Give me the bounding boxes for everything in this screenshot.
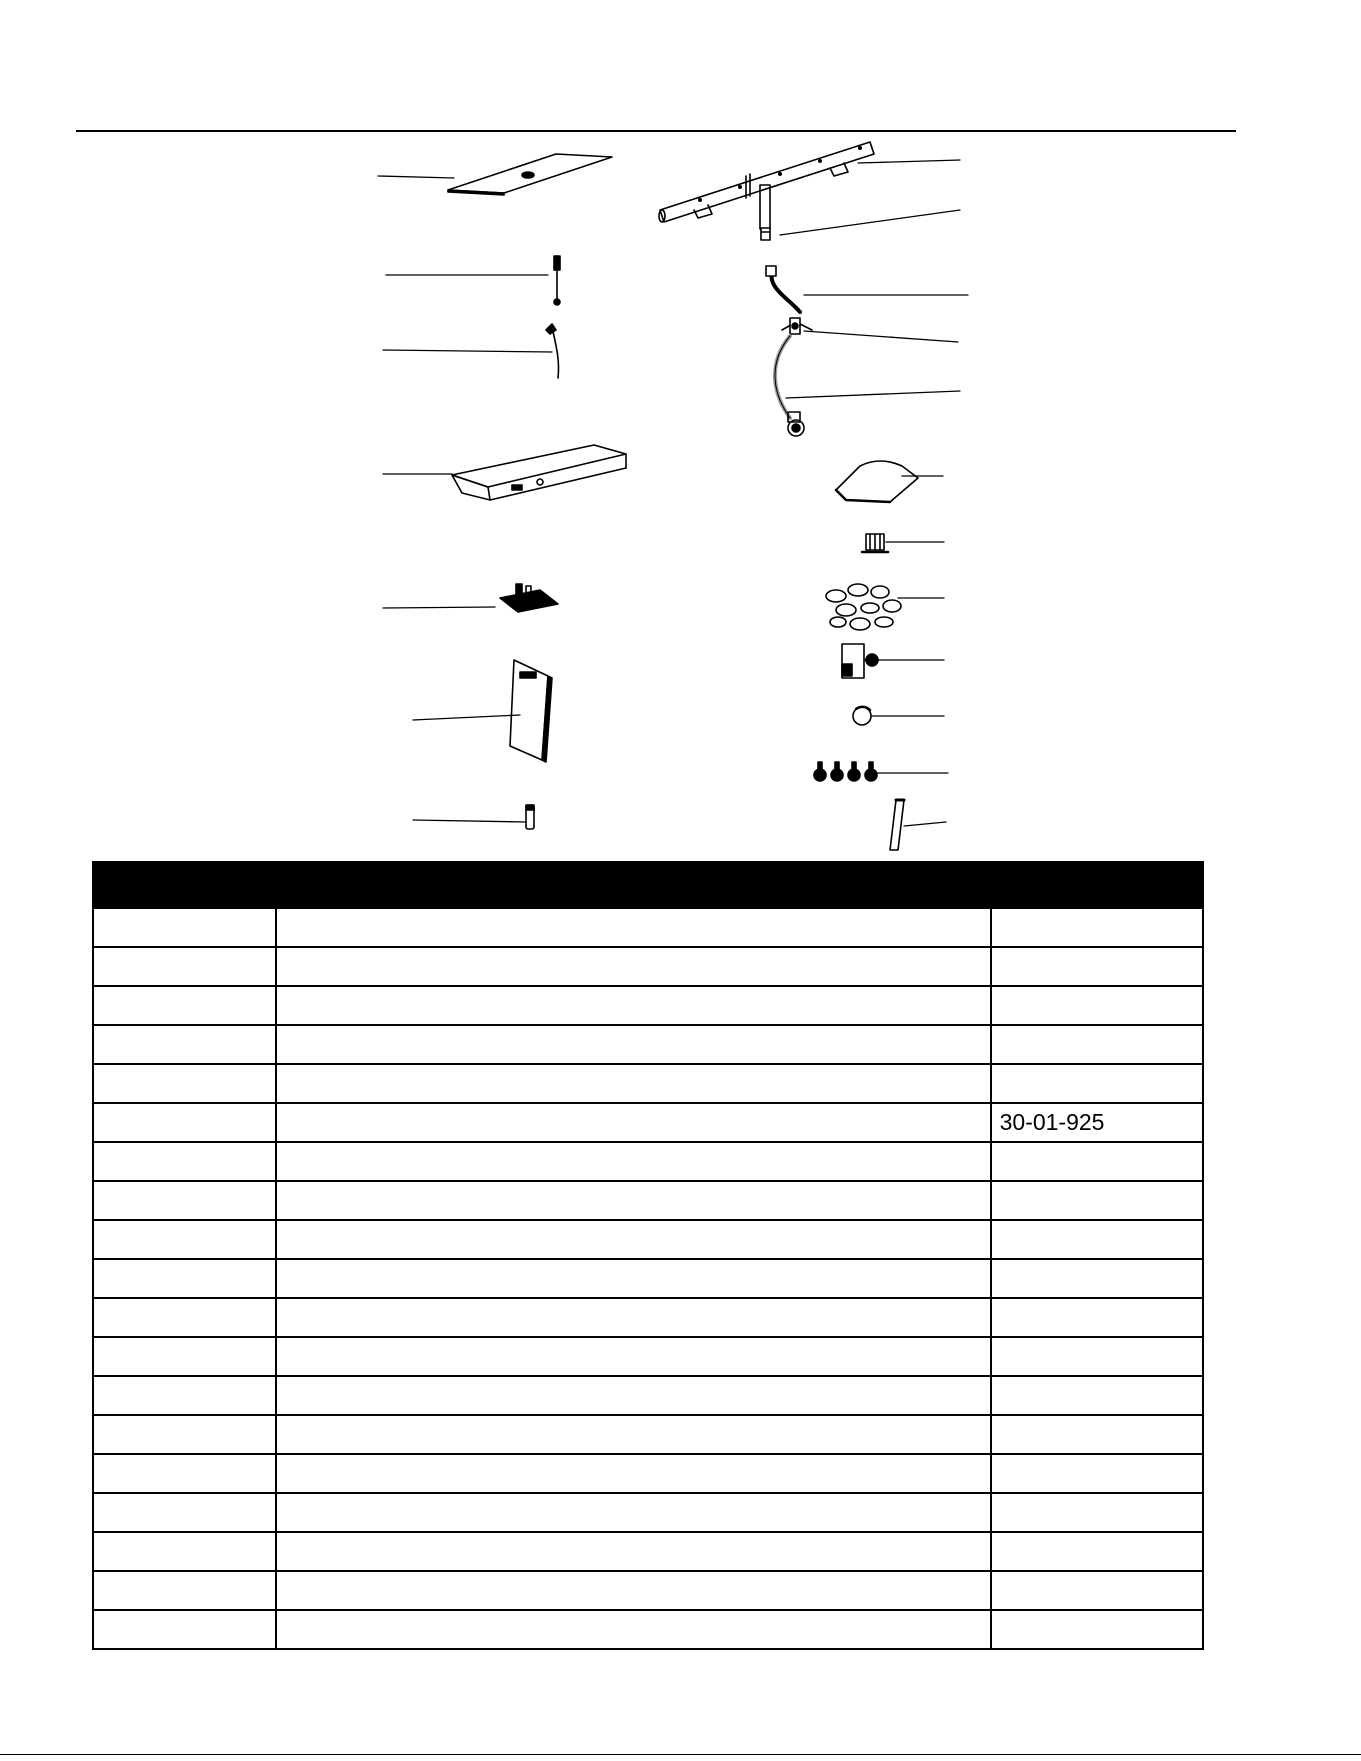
table-cell	[276, 1532, 990, 1571]
table-cell	[991, 947, 1203, 986]
table-cell	[93, 1025, 276, 1064]
table-row	[93, 986, 1203, 1025]
bottom-rule	[0, 1754, 1361, 1755]
table-cell	[276, 1415, 990, 1454]
table-cell	[991, 1064, 1203, 1103]
burner-tube	[659, 142, 874, 229]
control-knob	[853, 707, 871, 725]
table-cell	[276, 1493, 990, 1532]
column-header	[276, 862, 990, 908]
table-cell	[93, 1220, 276, 1259]
control-bracket	[500, 584, 558, 612]
leader-line-left-1	[378, 176, 454, 178]
access-door-panel	[510, 660, 552, 762]
table-row	[93, 947, 1203, 986]
table-cell	[991, 1454, 1203, 1493]
table-header-row	[93, 862, 1203, 908]
table-cell	[991, 1298, 1203, 1337]
table-cell	[276, 1376, 990, 1415]
table-cell	[991, 1493, 1203, 1532]
burner-tray	[452, 445, 626, 500]
table-cell	[276, 1103, 990, 1142]
table-cell	[991, 1142, 1203, 1181]
table-cell	[991, 1025, 1203, 1064]
electrode-wire	[546, 324, 559, 378]
standoff	[526, 805, 534, 829]
table-row	[93, 1610, 1203, 1649]
table-cell	[93, 1181, 276, 1220]
table-cell	[276, 1181, 990, 1220]
table-cell	[93, 1532, 276, 1571]
table-cell	[93, 1337, 276, 1376]
stone-set	[826, 584, 901, 630]
leader-line-right-12	[904, 822, 946, 826]
exploded-parts-diagram	[0, 0, 1361, 860]
leader-line-left-6	[413, 715, 520, 720]
part-number-cell: 30-01-925	[991, 1103, 1203, 1142]
lighter-rod	[890, 800, 904, 850]
table-cell	[93, 1493, 276, 1532]
flex-gas-line	[766, 266, 800, 312]
table-cell	[991, 1376, 1203, 1415]
table-row	[93, 1532, 1203, 1571]
leader-line-left-5	[383, 607, 495, 608]
table-row	[93, 1142, 1203, 1181]
table-cell	[93, 908, 276, 947]
table-row	[93, 1220, 1203, 1259]
table-cell	[991, 1571, 1203, 1610]
table-cell	[991, 986, 1203, 1025]
table-row	[93, 1337, 1203, 1376]
table-row	[93, 1181, 1203, 1220]
thermocouple	[554, 256, 560, 305]
table-row	[93, 1103, 1203, 1142]
table-row	[93, 1376, 1203, 1415]
table-cell	[93, 1376, 276, 1415]
table-row	[93, 1454, 1203, 1493]
table-row	[93, 1025, 1203, 1064]
table-cell	[93, 1259, 276, 1298]
table-cell	[991, 1532, 1203, 1571]
leader-line-right-4	[804, 331, 958, 342]
table-cell	[276, 1220, 990, 1259]
table-cell	[276, 986, 990, 1025]
table-cell	[276, 1571, 990, 1610]
table-cell	[276, 1259, 990, 1298]
table-cell	[93, 1298, 276, 1337]
table-cell	[93, 1142, 276, 1181]
table-cell	[93, 1103, 276, 1142]
gas-hose-regulator	[775, 336, 804, 436]
table-cell	[93, 986, 276, 1025]
table-row	[93, 1259, 1203, 1298]
table-row	[93, 1493, 1203, 1532]
lava-rock-bag	[836, 461, 918, 502]
table-cell	[276, 1610, 990, 1649]
leveling-feet	[814, 762, 877, 781]
table-cell	[991, 1610, 1203, 1649]
column-header	[93, 862, 276, 908]
table-cell	[276, 1025, 990, 1064]
table-cell	[991, 1181, 1203, 1220]
table-row	[93, 1064, 1203, 1103]
table-cell	[276, 1064, 990, 1103]
leader-line-right-5	[786, 391, 960, 398]
ember-pack	[862, 534, 888, 552]
leader-line-left-3	[383, 350, 552, 352]
table-cell	[93, 1571, 276, 1610]
table-cell	[276, 947, 990, 986]
table-cell	[93, 1064, 276, 1103]
table-cell	[276, 1298, 990, 1337]
table-cell	[991, 1415, 1203, 1454]
table-cell	[93, 1610, 276, 1649]
gas-valve	[842, 644, 878, 678]
table-cell	[93, 1415, 276, 1454]
table-cell	[276, 1337, 990, 1376]
table-cell	[991, 908, 1203, 947]
leader-line-right-1	[858, 160, 960, 163]
parts-list-table	[92, 861, 1204, 1650]
table-row	[93, 1415, 1203, 1454]
leader-line-right-2	[780, 210, 960, 235]
table-cell	[93, 1454, 276, 1493]
table-cell	[276, 908, 990, 947]
table-cell	[991, 1259, 1203, 1298]
column-header	[991, 862, 1203, 908]
top-cover-plate	[448, 154, 612, 195]
table-cell	[991, 1337, 1203, 1376]
table-cell	[276, 1142, 990, 1181]
table-row	[93, 1298, 1203, 1337]
orifice	[761, 228, 770, 240]
table-row	[93, 908, 1203, 947]
table-cell	[276, 1454, 990, 1493]
table-row	[93, 1571, 1203, 1610]
table-cell	[93, 947, 276, 986]
table-cell	[991, 1220, 1203, 1259]
leader-line-left-7	[413, 820, 526, 822]
